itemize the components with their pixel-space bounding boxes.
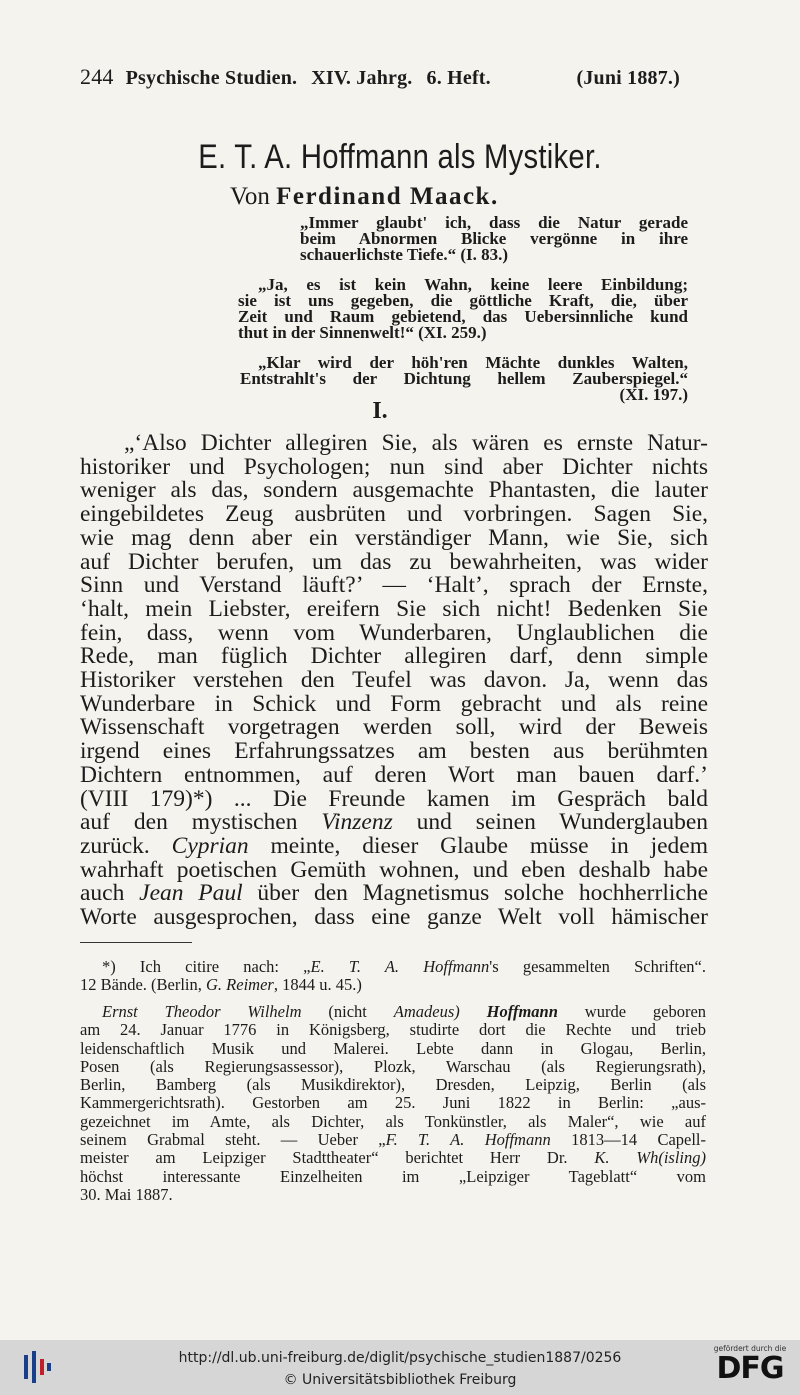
- footnote-line: [80, 976, 706, 994]
- text-fragment: meister am Leipziger Stadttheater“ berichtet Herr Dr.: [80, 1148, 568, 1168]
- name-jean-paul: Jean Paul: [139, 880, 243, 907]
- epigraph-3: [240, 355, 688, 403]
- footnote-line: [80, 1003, 706, 1021]
- footnote-line: [80, 1131, 706, 1149]
- text-fragment: auch: [80, 880, 125, 907]
- text-fragment: meinte, dieser Glaube müsse in jedem: [270, 832, 708, 859]
- footnote-line: Posen (als Regierungsassessor), Plozk, Warschau (als Regierungsrath),: [80, 1056, 706, 1076]
- epigraph-line: „Ja, es ist kein Wahn, keine leere Einbildung;: [258, 275, 688, 294]
- page-number: 244: [80, 64, 114, 89]
- footnote-line: 30. Mai 1887.: [80, 1184, 173, 1204]
- text-fragment: 12 Bände. (Berlin,: [80, 975, 202, 995]
- footnote-line: leidenschaftlich Musik und Malerei. Lebte dann in Glogau, Berlin,: [80, 1038, 706, 1058]
- text-fragment: über den Magnetismus solche hochherrliche: [257, 880, 709, 907]
- text-line: wie mag denn aber ein verständiger Mann, wie Sie, sich: [80, 524, 708, 551]
- epigraph-line: beim Abnormen Blicke vergönne in ihre: [300, 229, 688, 248]
- copyright-notice: © Universitätsbibliothek Freiburg: [283, 1372, 517, 1388]
- document-url[interactable]: http://dl.ub.uni-freiburg.de/diglit/psychische_studien1887/0256: [178, 1350, 622, 1366]
- body-text: [80, 432, 708, 930]
- epigraph-citation: (XI. 197.): [619, 385, 688, 404]
- text-line: [80, 832, 708, 859]
- text-fragment: Ernst Theodor Wilhelm: [102, 1002, 302, 1021]
- dfg-caption: gefördert durch die: [713, 1344, 787, 1353]
- text-fragment: (nicht: [328, 1002, 367, 1021]
- text-fragment: und seinen Wunderglauben: [416, 809, 709, 836]
- footnote-line: Kammergerichtsrath). Gestorben am 25. Juni 1822 in Berlin: „aus-: [80, 1093, 706, 1113]
- text-fragment: E. T. A. Hoffmann: [310, 957, 490, 976]
- text-line: (VIII 179)*) ... Die Freunde kamen im Gespräch bald: [80, 785, 708, 812]
- viewer-footer: [0, 1340, 800, 1395]
- footnote-1: [80, 958, 706, 995]
- name-cyprian: Cyprian: [171, 832, 249, 859]
- text-fragment: , 1844 u. 45.): [273, 975, 362, 995]
- text-fragment: wurde geboren: [584, 1002, 707, 1021]
- dfg-logo-text: DFG: [716, 1351, 784, 1386]
- footnote-line: höchst interessante Einzelheiten im „Leipziger Tageblatt“ vom: [80, 1166, 706, 1186]
- text-line: eingebildetes Zeug ausbrüten und vorbringen. Sagen Sie,: [80, 501, 708, 528]
- footnote-line: [80, 958, 706, 976]
- text-line: „‘Also Dichter allegiren Sie, als wären es ernste Natur-: [124, 430, 708, 456]
- footnote-line: [80, 1149, 706, 1167]
- text-fragment: auf den mystischen: [80, 809, 298, 836]
- text-fragment: 1813—14 Capell-: [571, 1130, 707, 1150]
- epigraph-line: Zeit und Raum gebietend, das Uebersinnliche kund: [238, 307, 688, 326]
- journal-name: Psychische Studien.: [125, 67, 298, 89]
- epigraph-2: [238, 277, 688, 341]
- text-line: [80, 811, 708, 835]
- epigraph-1: [300, 215, 688, 263]
- text-fragment: F. T. A. Hoffmann: [385, 1130, 551, 1150]
- dfg-logo: [706, 1344, 794, 1392]
- footnote-rule: [80, 942, 192, 943]
- text-line: Historiker verstehen den Teufel was davon. Ja, wenn das: [80, 667, 708, 694]
- volume: XIV. Jahrg.: [311, 67, 413, 89]
- running-header: [80, 64, 680, 94]
- text-fragment: zurück.: [80, 832, 150, 859]
- footnote-line: Berlin, Bamberg (als Musikdirektor), Dresden, Leipzig, Berlin (als: [80, 1075, 706, 1095]
- text-line: weniger als das, sondern ausgemachte Phantasten, die lauter: [80, 477, 708, 504]
- text-fragment: K. Wh(isling): [594, 1148, 706, 1168]
- issue: 6. Heft.: [426, 67, 491, 89]
- text-fragment: *) Ich citire nach: „: [102, 957, 311, 976]
- epigraph-line: schauerlichste Tiefe.“ (I. 83.): [300, 245, 509, 264]
- text-fragment: Amadeus): [393, 1002, 460, 1021]
- text-line: wahrhaft poetischen Gemüth wohnen, und eben deshalb habe: [80, 856, 708, 883]
- epigraph-line: Entstrahlt's der Dichtung hellem Zauberspiegel.“: [240, 369, 688, 388]
- text-line: [80, 882, 708, 906]
- epigraph-line: „Klar wird der höh'ren Mächte dunkles Walten,: [258, 353, 688, 372]
- text-line: Rede, man füglich Dichter allegiren darf, denn simple: [80, 643, 708, 670]
- text-line: historiker und Psychologen; nun sind aber Dichter nichts: [80, 453, 708, 480]
- text-line: auf Dichter berufen, um das zu bewahrheiten, was wider: [80, 548, 708, 575]
- footnote-2: [80, 1003, 706, 1204]
- text-line: Wunderbare in Schick und Form gebracht und als reine: [80, 690, 708, 717]
- text-fragment: G. Reimer: [206, 975, 274, 995]
- epigraph-line: sie ist uns gegeben, die göttliche Kraft, die, über: [238, 291, 688, 310]
- author-name: Ferdinand Maack.: [276, 183, 499, 210]
- text-line: irgend eines Erfahrungssatzes am besten aus berühmten: [80, 738, 708, 765]
- section-number: I.: [372, 398, 388, 424]
- byline-prefix: Von: [230, 183, 270, 210]
- text-line: fein, dass, wenn vom Wunderbaren, Unglaublichen die: [80, 619, 708, 646]
- issue-date: (Juni 1887.): [576, 67, 680, 89]
- footnote-line: am 24. Januar 1776 in Königsberg, studirte dort die Rechte und trieb: [80, 1020, 706, 1040]
- name-hoffmann: Hoffmann: [486, 1002, 558, 1021]
- text-line: Sinn und Verstand läuft?’ — ‘Halt’, sprach der Ernste,: [80, 572, 708, 599]
- byline: [230, 183, 630, 211]
- name-vinzenz: Vinzenz: [321, 809, 393, 836]
- epigraph-line: thut in der Sinnenwelt!“ (XI. 259.): [238, 323, 487, 342]
- article-title: E. T. A. Hoffmann als Mystiker.: [198, 138, 602, 176]
- text-line: Wissenschaft vorgetragen werden soll, wird der Beweis: [80, 714, 708, 741]
- text-line: Dichtern entnommen, auf deren Wort man bauen darf.’: [80, 761, 708, 788]
- text-fragment: seinem Grabmal steht. — Ueber „: [80, 1130, 386, 1150]
- text-line: ‘halt, mein Liebster, ereifern Sie sich nicht! Bedenken Sie: [80, 595, 708, 622]
- text-line: Worte ausgesprochen, dass eine ganze Welt voll hämischer: [80, 904, 708, 931]
- footnote-line: gezeichnet im Amte, als Dichter, als Tonkünstler, als Maler“, wie auf: [80, 1111, 706, 1131]
- text-fragment: 's gesammelten Schriften“.: [489, 957, 706, 976]
- epigraph-line: „Immer glaubt' ich, dass die Natur gerade: [300, 213, 688, 232]
